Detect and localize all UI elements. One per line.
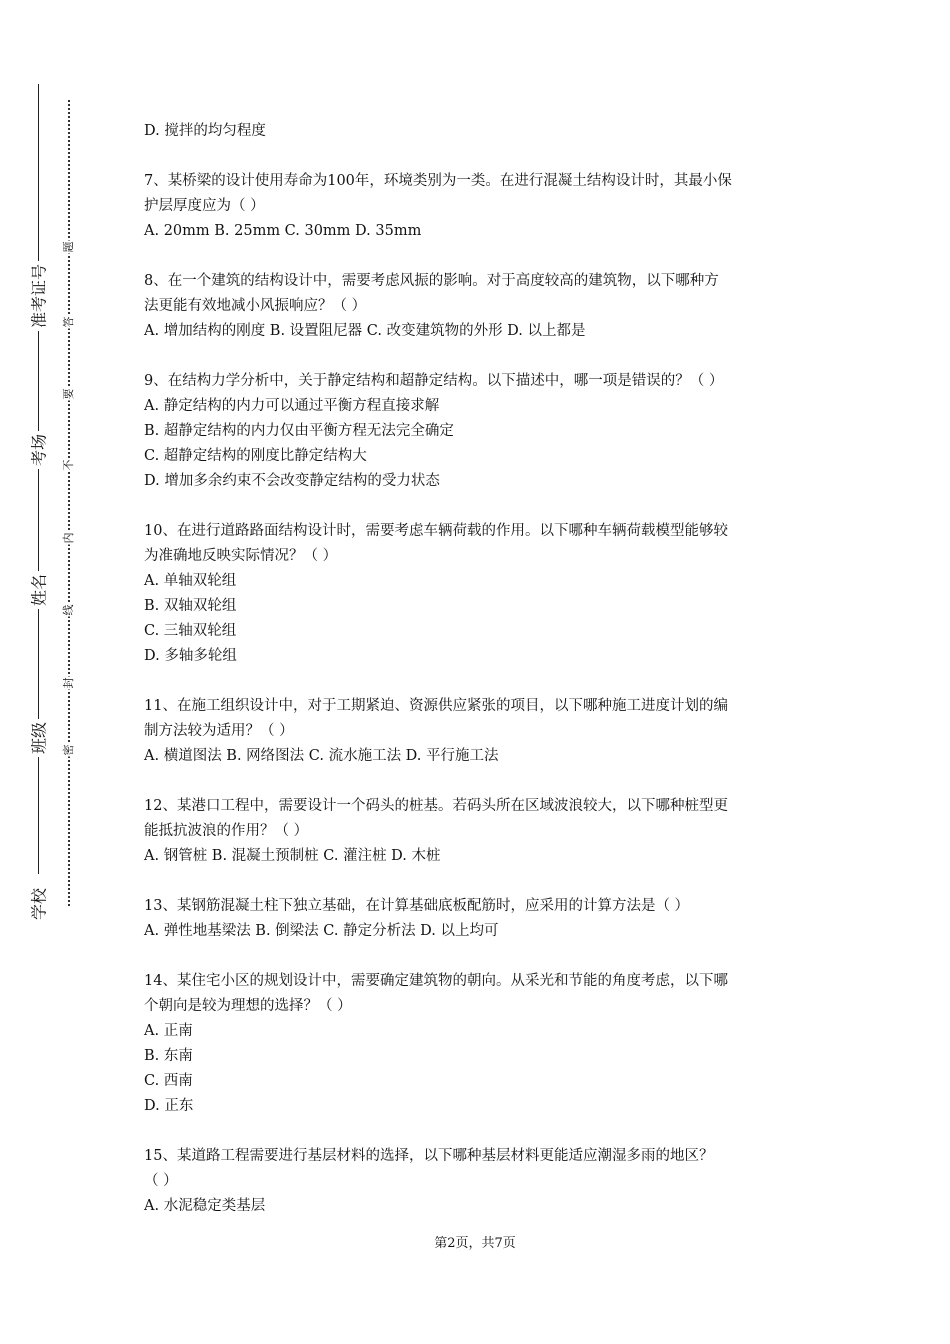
seal-char: 不 [62, 459, 75, 471]
question-block [144, 269, 814, 344]
option-line: D. 正东 [144, 1098, 194, 1114]
option-line: A. 静定结构的内力可以通过平衡方程直接求解 [144, 398, 440, 414]
option-line: D. 增加多余约束不会改变静定结构的受力状态 [144, 473, 440, 489]
seal-char: 答 [62, 316, 75, 328]
option-line: A. 横道图法 B. 网络图法 C. 流水施工法 D. 平行施工法 [144, 748, 499, 764]
option-line: A. 单轴双轮组 [144, 573, 237, 589]
question-stem-line: 7、某桥梁的设计使用寿命为100年，环境类别为一类。在进行混凝土结构设计时，其最小保 [144, 173, 732, 189]
seal-char: 内 [62, 532, 75, 544]
binding-margin [0, 0, 100, 1344]
question-stem-line: 12、某港口工程中，需要设计一个码头的桩基。若码头所在区域波浪较大，以下哪种桩型更 [144, 798, 728, 814]
binding-field-class: 班级 [27, 719, 50, 757]
question-block [144, 969, 814, 1119]
question-stem-line: 11、在施工组织设计中，对于工期紧迫、资源供应紧张的项目，以下哪种施工进度计划的编 [144, 698, 728, 714]
option-line: B. 超静定结构的内力仅由平衡方程无法完全确定 [144, 423, 454, 439]
page-number: 第2页，共7页 [434, 1236, 516, 1251]
seal-char: 要 [62, 388, 75, 400]
question-block [144, 894, 814, 944]
question-stem-line: 10、在进行道路路面结构设计时，需要考虑车辆荷载的作用。以下哪种车辆荷载模型能够较 [144, 523, 728, 539]
option-line: A. 弹性地基梁法 B. 倒梁法 C. 静定分析法 D. 以上均可 [144, 923, 499, 939]
seal-char: 线 [62, 604, 75, 616]
question-stem-line: 8、在一个建筑的结构设计中，需要考虑风振的影响。对于高度较高的建筑物，以下哪种方 [144, 273, 719, 289]
question-list [144, 169, 814, 1219]
binding-field-exam-number: 准考证号 [27, 261, 50, 331]
option-line: C. 超静定结构的刚度比静定结构大 [144, 448, 367, 464]
question-stem-line: 14、某住宅小区的规划设计中，需要确定建筑物的朝向。从采光和节能的角度考虑，以下哪 [144, 973, 728, 989]
question-block [144, 694, 814, 769]
question-stem-line: 法更能有效地减小风振响应？（ ） [144, 298, 367, 314]
option-line: A. 钢管桩 B. 混凝土预制桩 C. 灌注桩 D. 木桩 [144, 848, 441, 864]
seal-char: 密 [62, 744, 75, 756]
option-line: C. 西南 [144, 1073, 193, 1089]
question-block [144, 169, 814, 244]
question-block [144, 519, 814, 669]
question-stem-line: （ ） [144, 1173, 178, 1189]
question-block [144, 1144, 814, 1219]
binding-field-exam-room: 考场 [27, 431, 50, 469]
question-content [144, 119, 814, 1244]
option-line: D. 搅拌的均匀程度 [144, 123, 266, 139]
seal-dotted-line [68, 100, 70, 906]
question-stem-line: 为准确地反映实际情况？（ ） [144, 548, 338, 564]
question-stem-line: 制方法较为适用？（ ） [144, 723, 294, 739]
seal-char: 题 [62, 241, 75, 253]
question-stem-line: 15、某道路工程需要进行基层材料的选择，以下哪种基层材料更能适应潮湿多雨的地区？ [144, 1148, 714, 1164]
lead-option-block [144, 119, 814, 144]
question-stem-line: 护层厚度应为（ ） [144, 198, 265, 214]
binding-field-school: 学校 [27, 885, 50, 923]
question-block [144, 794, 814, 869]
option-line: C. 三轴双轮组 [144, 623, 237, 639]
binding-field-name: 姓名 [27, 571, 50, 609]
question-stem-line: 能抵抗波浪的作用？（ ） [144, 823, 309, 839]
option-line: B. 双轴双轮组 [144, 598, 237, 614]
option-line: A. 增加结构的刚度 B. 设置阻尼器 C. 改变建筑物的外形 D. 以上都是 [144, 323, 586, 339]
option-line: A. 20mm B. 25mm C. 30mm D. 35mm [144, 223, 422, 239]
option-line: B. 东南 [144, 1048, 193, 1064]
seal-char: 封 [62, 677, 75, 689]
question-stem-line: 13、某钢筋混凝土柱下独立基础，在计算基础底板配筋时，应采用的计算方法是（ ） [144, 898, 690, 914]
question-block [144, 369, 814, 494]
option-line: A. 正南 [144, 1023, 193, 1039]
question-stem-line: 9、在结构力学分析中，关于静定结构和超静定结构。以下描述中，哪一项是错误的？（ ） [144, 373, 724, 389]
option-line: A. 水泥稳定类基层 [144, 1198, 266, 1214]
option-line: D. 多轴多轮组 [144, 648, 237, 664]
question-stem-line: 个朝向是较为理想的选择？（ ） [144, 998, 352, 1014]
